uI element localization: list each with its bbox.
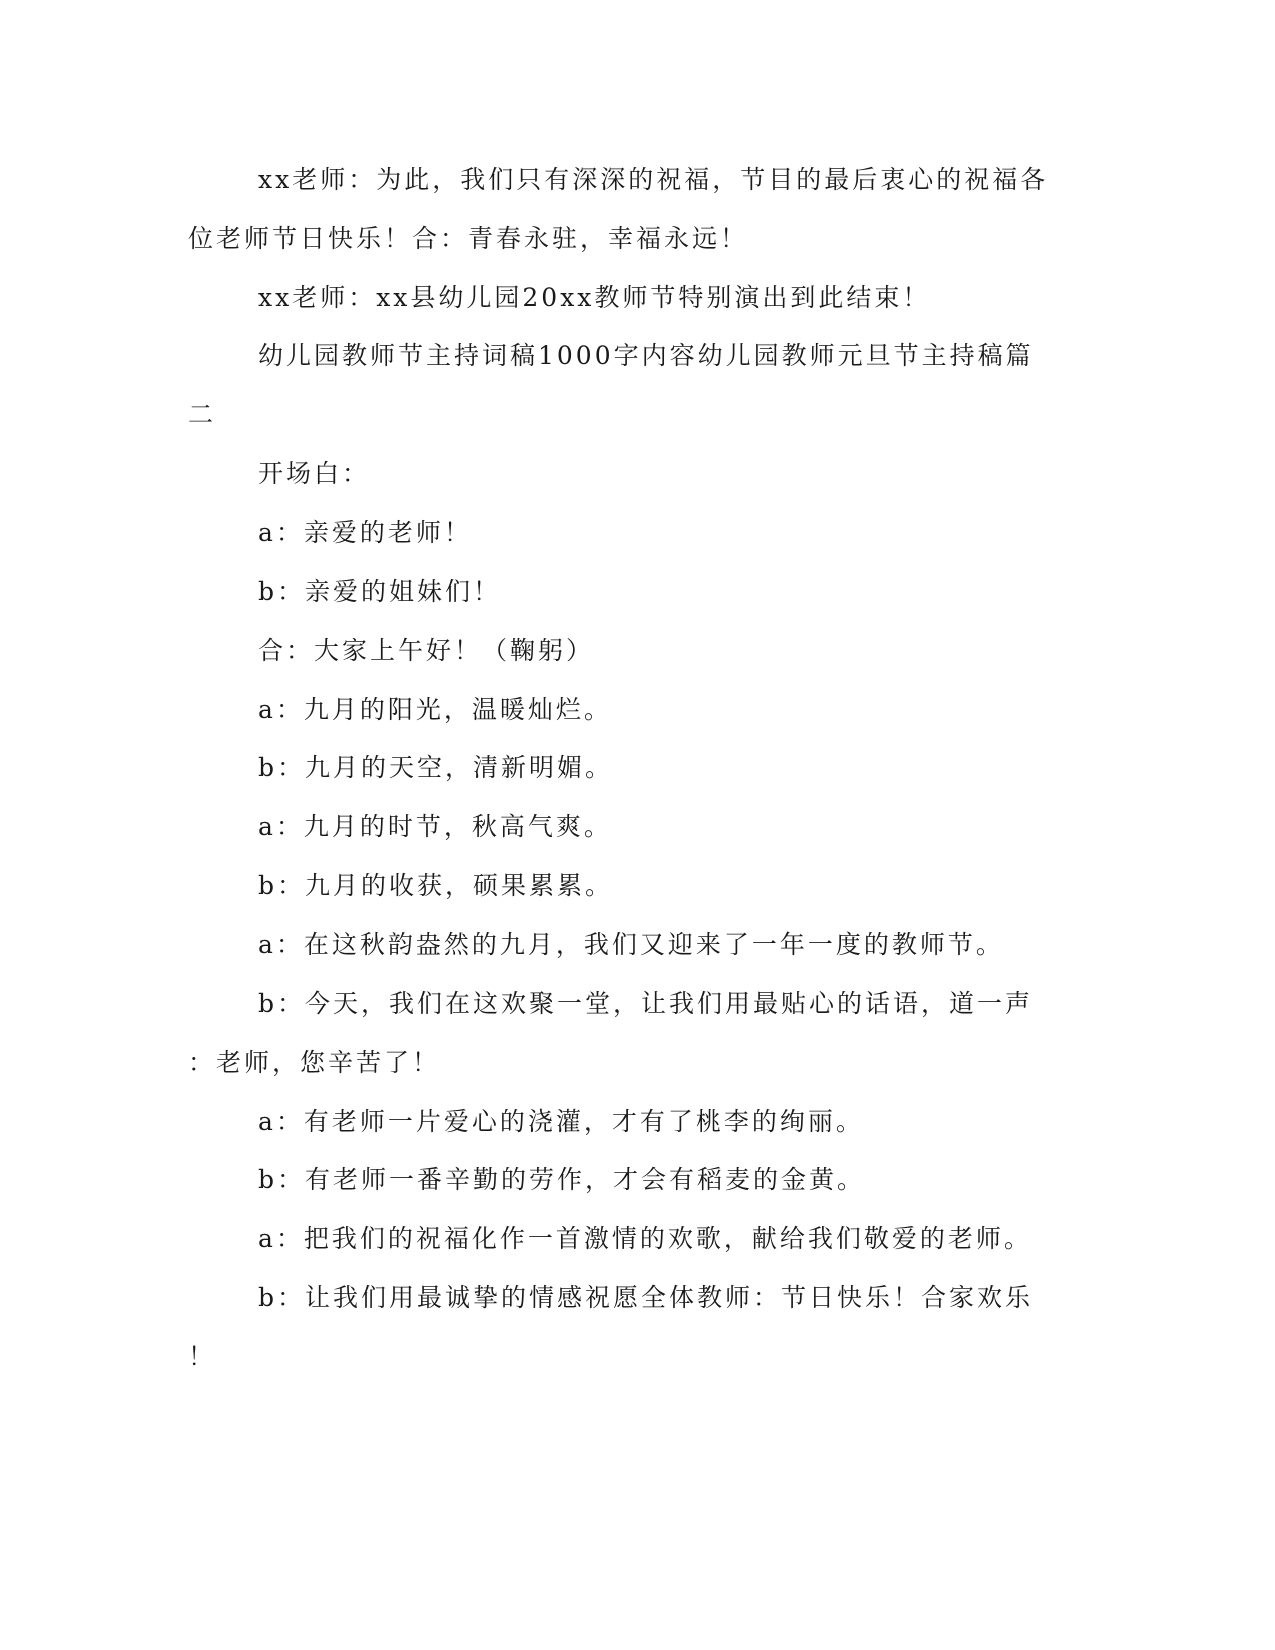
paragraph-line-7: a：亲爱的老师！ [258, 518, 472, 547]
paragraph-line-21: ！ [188, 1342, 217, 1371]
paragraph-line-8: b：亲爱的姐妹们！ [258, 577, 502, 606]
paragraph-line-2: 位老师节日快乐！合：青春永驻，幸福永远！ [188, 224, 749, 253]
paragraph-line-6: 开场白： [258, 459, 371, 488]
paragraph-line-16: ：老师，您辛苦了！ [188, 1048, 441, 1077]
paragraph-line-9: 合：大家上午好！（鞠躬） [258, 636, 595, 665]
paragraph-line-5: 二 [188, 400, 217, 429]
paragraph-line-17: a：有老师一片爱心的浇灌，才有了桃李的绚丽。 [258, 1107, 864, 1136]
paragraph-line-3: xx老师：xx县幼儿园20xx教师节特别演出到此结束！ [258, 283, 931, 312]
paragraph-line-15: b：今天，我们在这欢聚一堂，让我们用最贴心的话语，道一声 [258, 989, 1034, 1018]
paragraph-line-20: b：让我们用最诚挚的情感祝愿全体教师：节日快乐！合家欢乐 [258, 1283, 1034, 1312]
paragraph-line-18: b：有老师一番辛勤的劳作，才会有稻麦的金黄。 [258, 1165, 866, 1194]
paragraph-line-10: a：九月的阳光，温暖灿烂。 [258, 695, 612, 724]
paragraph-line-19: a：把我们的祝福化作一首激情的欢歌，献给我们敬爱的老师。 [258, 1224, 1032, 1253]
paragraph-line-4: 幼儿园教师节主持词稿1000字内容幼儿园教师元旦节主持稿篇 [258, 341, 1034, 370]
paragraph-line-12: a：九月的时节，秋高气爽。 [258, 812, 612, 841]
paragraph-line-1: xx老师：为此，我们只有深深的祝福，节目的最后衷心的祝福各 [258, 165, 1049, 194]
paragraph-line-13: b：九月的收获，硕果累累。 [258, 871, 614, 900]
paragraph-line-11: b：九月的天空，清新明媚。 [258, 753, 614, 782]
paragraph-line-14: a：在这秋韵盎然的九月，我们又迎来了一年一度的教师节。 [258, 930, 1004, 959]
